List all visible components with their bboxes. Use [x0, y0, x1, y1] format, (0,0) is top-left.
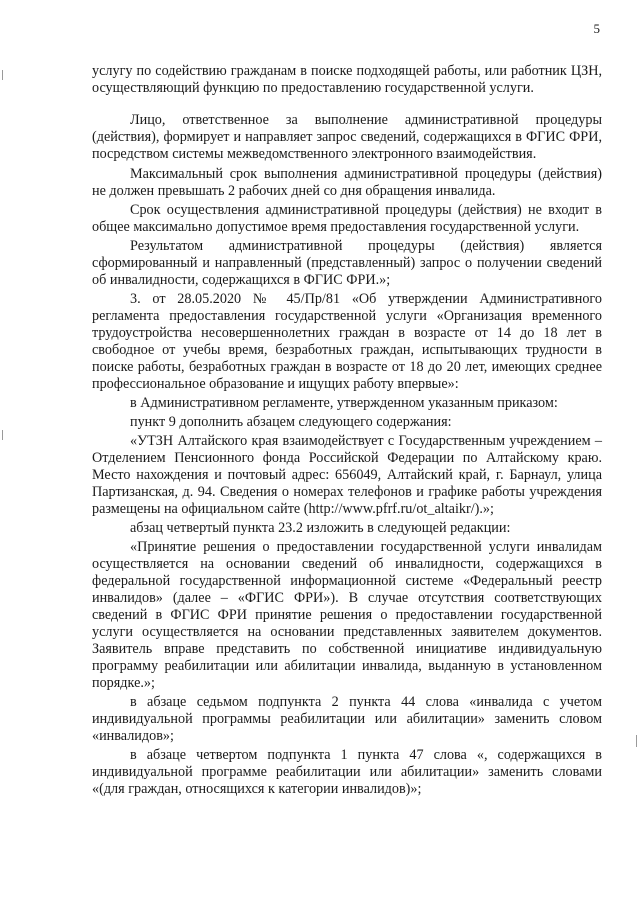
- paragraph-5: Результатом административной процедуры (действия) является сформированный и направленный (представленный) запрос о получении сведений об инвалидности, содержащихся в ФГИС ФРИ.»;: [92, 238, 602, 288]
- paragraph-6: 3. от 28.05.2020 № 45/Пр/81 «Об утверждении Административного регламента предоставления государственной услуги «Организация временного трудоустройства несовершеннолетних граждан в возрасте от 14 до 18 лет в свободное от учебы время, безработных граждан, испытывающих трудности в поиске работы, безработных граждан в возрасте от 18 до 20 лет, имеющих среднее профессиональное образование и ищущих работу впервые»:: [92, 291, 602, 392]
- scan-edge-mark: [2, 430, 3, 440]
- page-number: 5: [593, 21, 600, 36]
- paragraph-2: Лицо, ответственное за выполнение административной процедуры (действия), формирует и направляет запрос сведений, содержащихся в ФГИС ФРИ, посредством системы межведомственного электронного взаимодействия.: [92, 112, 602, 162]
- paragraph-10: абзац четвертый пункта 23.2 изложить в следующей редакции:: [130, 520, 511, 536]
- paragraph-1: услугу по содействию гражданам в поиске подходящей работы, или работник ЦЗН, осуществляющий функцию по предоставлению государственной услуги.: [92, 63, 602, 96]
- paragraph-9: «УТЗН Алтайского края взаимодействует с Государственным учреждением – Отделением Пенсионного фонда Российской Федерации по Алтайскому краю. Место нахождения и почтовый адрес: 656049, Алтайский край, г. Барнаул, улица Партизанская, д. 94. Сведения о номерах телефонов и графике работы учреждения размещены на официальном сайте (http://www.pfrf.ru/ot_altaikr/).»;: [92, 433, 602, 517]
- paragraph-12: в абзаце седьмом подпункта 2 пункта 44 слова «инвалида с учетом индивидуальной программы реабилитации или абилитации» заменить словом «инвалидов»;: [92, 694, 602, 744]
- paragraph-13: в абзаце четвертом подпункта 1 пункта 47 слова «, содержащихся в индивидуальной программе реабилитации или абилитации» заменить словами «(для граждан, относящихся к категории инвалидов)»;: [92, 747, 602, 797]
- paragraph-11: «Принятие решения о предоставлении государственной услуги инвалидам осуществляется на основании сведений об инвалидности, содержащихся в федеральной государственной информационной системе «Федеральный реестр инвалидов» (далее – «ФГИС ФРИ»). В случае отсутствия соответствующих сведений в ФГИС ФРИ принятие решения о предоставлении государственной услуги осуществляется на основании представленных заявителем документов. Заявитель вправе представить по собственной инициативе индивидуальную программу реабилитации или абилитации инвалида, выданную в установленном порядке.»;: [92, 539, 602, 691]
- paragraph-3: Максимальный срок выполнения административной процедуры (действия) не должен превышать 2 рабочих дней со дня обращения инвалида.: [92, 166, 602, 199]
- scan-edge-mark: [2, 70, 3, 80]
- document-body: [92, 63, 602, 798]
- paragraph-7: в Административном регламенте, утвержденном указанным приказом:: [130, 395, 558, 411]
- scan-edge-mark: [636, 735, 637, 747]
- paragraph-8: пункт 9 дополнить абзацем следующего содержания:: [130, 414, 452, 430]
- paragraph-4: Срок осуществления административной процедуры (действия) не входит в общее максимально допустимое время предоставления государственной услуги.: [92, 202, 602, 235]
